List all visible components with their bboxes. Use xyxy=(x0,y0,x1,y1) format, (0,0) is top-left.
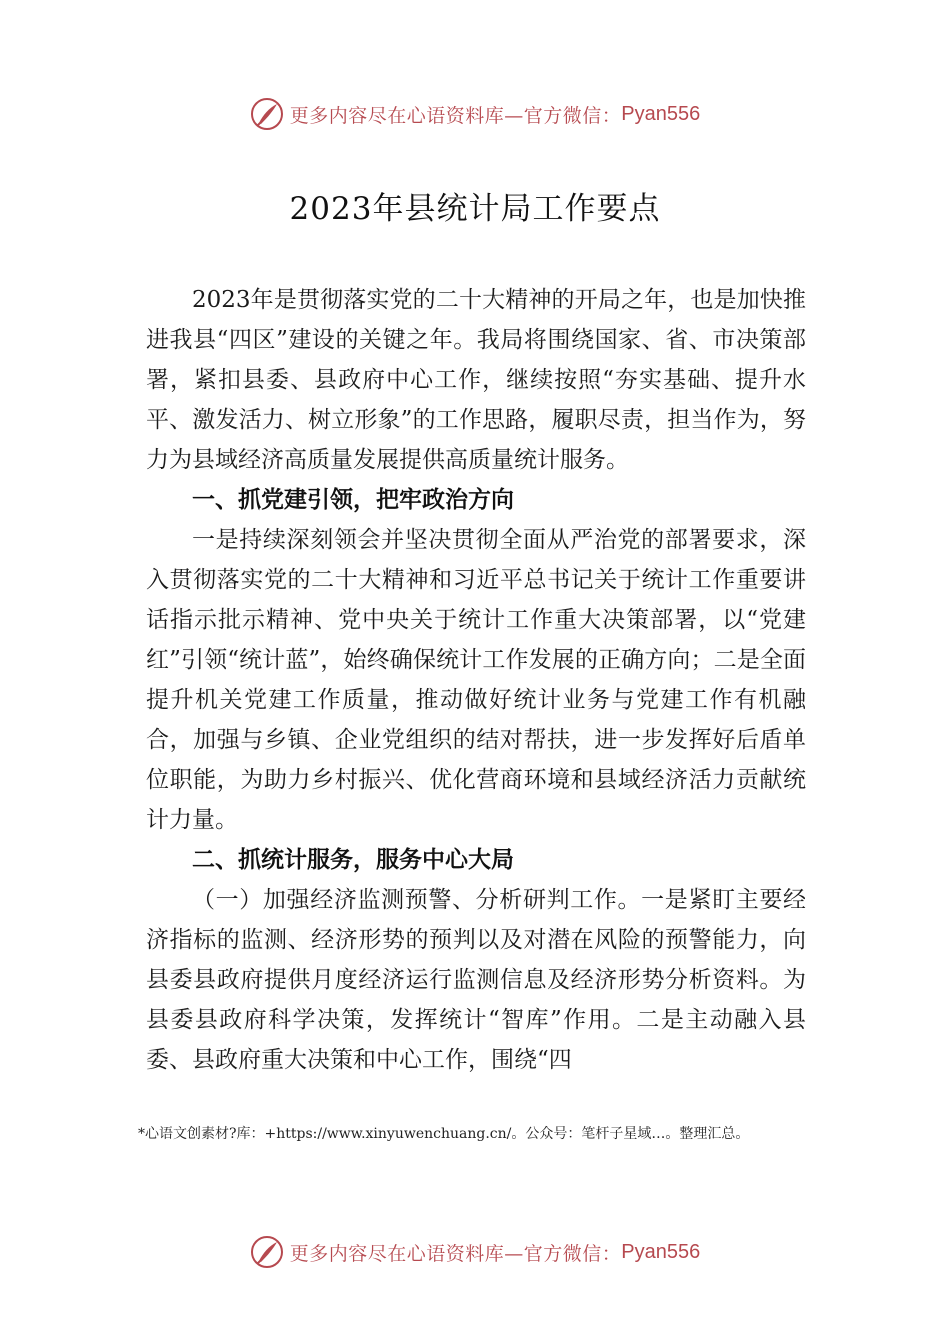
banner-wechat-id: Pyan556 xyxy=(621,1240,701,1263)
bottom-banner xyxy=(0,1232,950,1272)
intro-paragraph: 2023年是贯彻落实党的二十大精神的开局之年，也是加快推进我县“四区”建设的关键之年。我局将围绕国家、省、市决策部署，紧扣县委、县政府中心工作，继续按照“夯实基础、提升水平、激发活力、树立形象”的工作思路，履职尽责，担当作为，努力为县域经济高质量发展提供高质量统计服务。 xyxy=(146,287,806,473)
quill-pen-logo-icon xyxy=(250,1235,284,1269)
quill-pen-logo-icon xyxy=(250,97,284,131)
section1-heading: 一、抓党建引领，把牢政治方向 xyxy=(192,487,514,513)
page-title: 2023年县统计局工作要点 xyxy=(289,191,661,227)
section2-paragraph: （一）加强经济监测预警、分析研判工作。一是紧盯主要经济指标的监测、经济形势的预判以及对潜在风险的预警能力，向县委县政府提供月度经济运行监测信息及经济形势分析资料。为县委县政府科学决策，发挥统计“智库”作用。二是主动融入县委、县政府重大决策和中心工作，围绕“四 xyxy=(146,887,806,1073)
section2-heading: 二、抓统计服务，服务中心大局 xyxy=(192,847,514,873)
document-body xyxy=(146,280,806,1080)
banner-wechat-id: Pyan556 xyxy=(621,102,701,125)
top-banner xyxy=(0,94,950,134)
banner-text: 更多内容尽在心语资料库—官方微信： xyxy=(289,1242,622,1265)
footnote: *心语文创素材?库：+https://www.xinyuwenchuang.cn/。公众号：笔杆子星域…。整理汇总。 xyxy=(138,1126,750,1142)
section1-paragraph: 一是持续深刻领会并坚决贯彻全面从严治党的部署要求，深入贯彻落实党的二十大精神和习近平总书记关于统计工作重要讲话指示批示精神、党中央关于统计工作重大决策部署，以“党建红”引领“统计蓝”，始终确保统计工作发展的正确方向；二是全面提升机关党建工作质量，推动做好统计业务与党建工作有机融合，加强与乡镇、企业党组织的结对帮扶，进一步发挥好后盾单位职能，为助力乡村振兴、优化营商环境和县域经济活力贡献统计力量。 xyxy=(146,527,806,833)
banner-text: 更多内容尽在心语资料库—官方微信： xyxy=(289,104,622,127)
